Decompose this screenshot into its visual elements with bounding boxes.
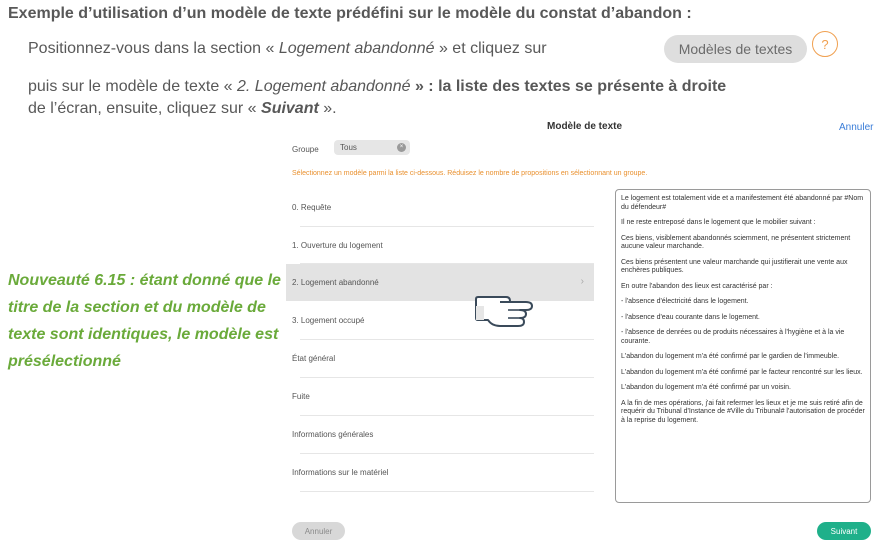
instruction-text: » : la liste des textes se présente à droite bbox=[410, 78, 727, 95]
template-label: Informations générales bbox=[292, 430, 374, 439]
group-select[interactable]: Tous bbox=[334, 140, 410, 155]
preview-paragraph: Le logement est totalement vide et a manifestement été abandonné par #Nom du défendeur# bbox=[621, 195, 864, 211]
instruction-emphasis: Logement abandonné bbox=[278, 40, 435, 57]
new-feature-note bbox=[8, 267, 298, 375]
preview-paragraph: L'abandon du logement m'a été confirmé par le gardien de l'immeuble. bbox=[621, 353, 840, 360]
template-item[interactable] bbox=[286, 189, 594, 226]
clear-icon[interactable]: × bbox=[397, 143, 406, 152]
chevron-right-icon: › bbox=[580, 276, 584, 287]
note-label: Nouveauté 6.15 : bbox=[8, 272, 136, 289]
preview-paragraph: L'abandon du logement m'a été confirmé par un voisin. bbox=[621, 384, 791, 391]
template-label: Informations sur le matériel bbox=[292, 468, 389, 477]
preview-paragraph: En outre l'abandon des lieux est caractérisé par : bbox=[621, 282, 773, 290]
instruction-line-3 bbox=[28, 76, 726, 120]
instruction-line-2 bbox=[28, 40, 547, 58]
template-item[interactable] bbox=[286, 378, 594, 415]
template-item-selected[interactable] bbox=[286, 264, 594, 301]
preview-paragraph: - l'absence de denrées ou de produits nécessaires à l'hygiène et à la vie courante. bbox=[621, 329, 845, 345]
preview-paragraph: - l'absence d'électricité dans le logement. bbox=[621, 298, 749, 305]
hint-text: Sélectionnez un modèle parmi la liste ci-dessous. Réduisez le nombre de propositions en sélectionnant un groupe. bbox=[292, 170, 648, 177]
template-preview[interactable] bbox=[615, 189, 871, 503]
template-item[interactable] bbox=[286, 227, 594, 264]
template-item[interactable] bbox=[286, 340, 594, 377]
next-button[interactable]: Suivant bbox=[817, 522, 871, 540]
text-models-button[interactable]: Modèles de textes bbox=[664, 35, 807, 63]
pointing-hand-icon bbox=[474, 284, 540, 335]
instruction-text: de l’écran, ensuite, cliquez sur « bbox=[28, 100, 262, 117]
template-label: 2. Logement abandonné bbox=[292, 278, 379, 287]
preview-paragraph: Ces biens présentent une valeur marchande qui justifierait une vente aux enchères publiques. bbox=[621, 258, 848, 274]
instruction-text: Positionnez-vous dans la section « bbox=[28, 40, 279, 57]
preview-paragraph: A la fin de mes opérations, j'ai fait refermer les lieux et je me suis retiré afin de requérir du Tribunal d'Instance de #Ville du Tribunal# l'autorisation de procéder à la reprise du logement. bbox=[621, 399, 865, 424]
instruction-emphasis: 2. Logement abandonné bbox=[237, 78, 411, 95]
instruction-text: » et cliquez sur bbox=[434, 40, 547, 57]
template-label: 1. Ouverture du logement bbox=[292, 241, 383, 250]
help-icon[interactable]: ? bbox=[812, 31, 838, 57]
group-label: Groupe bbox=[292, 145, 319, 154]
cancel-button[interactable]: Annuler bbox=[292, 522, 345, 540]
preview-paragraph: - l'absence d'eau courante dans le logement. bbox=[621, 313, 760, 321]
template-item[interactable] bbox=[286, 302, 594, 339]
instruction-text: ». bbox=[318, 100, 337, 117]
note-text: étant donné que le titre de la section et du modèle de texte sont identiques, le modèle est présélectionné bbox=[8, 272, 281, 370]
instruction-title: Exemple d’utilisation d’un modèle de texte prédéfini sur le modèle du constat d’abandon : bbox=[8, 5, 692, 22]
template-item[interactable] bbox=[286, 416, 594, 453]
template-label: Fuite bbox=[292, 392, 310, 401]
instruction-emphasis: Suivant bbox=[261, 100, 319, 117]
instruction-text: puis sur le modèle de texte « bbox=[28, 78, 238, 95]
template-label: État général bbox=[292, 354, 336, 363]
template-item[interactable] bbox=[286, 454, 594, 491]
preview-paragraph: Il ne reste entreposé dans le logement que le mobilier suivant : bbox=[621, 219, 816, 226]
template-label: 0. Requête bbox=[292, 203, 332, 212]
preview-paragraph: L'abandon du logement m'a été confirmé par le facteur rencontré sur les lieux. bbox=[621, 368, 863, 376]
cancel-link[interactable]: Annuler bbox=[839, 122, 874, 133]
divider bbox=[300, 491, 594, 492]
modal-title: Modèle de texte bbox=[547, 121, 623, 132]
preview-paragraph: Ces biens, visiblement abandonnés sciemment, ne présentent strictement aucune valeur marchande. bbox=[621, 234, 851, 250]
template-label: 3. Logement occupé bbox=[292, 316, 365, 325]
